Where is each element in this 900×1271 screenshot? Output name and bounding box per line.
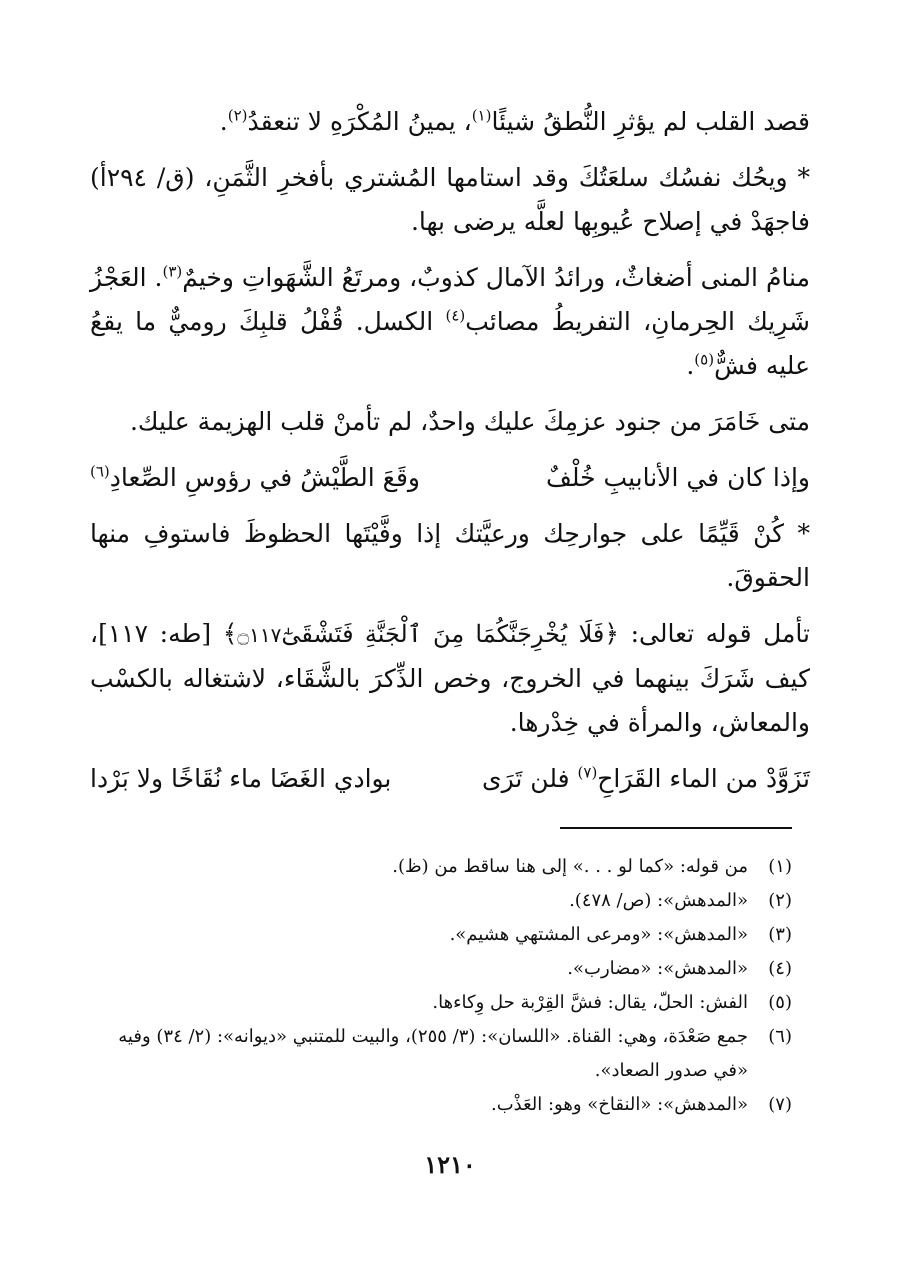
footnote-ref: (٧): [577, 763, 598, 782]
footnote-ref: (٢): [227, 106, 248, 125]
quran-citation: [طه: ١١٧]،: [90, 619, 223, 648]
paragraph-text: متى خَامَرَ من جنود عزمِكَ عليك واحدٌ، لم تأمنْ قلب الهزيمة عليك.: [129, 407, 810, 436]
text-paragraph: [90, 100, 810, 144]
footnote-ref: (٤): [445, 306, 466, 325]
paragraph-text: * ويحُك نفسُك سلعَتُكَ وقد استامها المُشتري بأفخرِ الثَّمَنِ، (ق/ ٢٩٤أ) فاجهَدْ في إصلاح عُيوبِها لعلَّه يرضى بها.: [90, 163, 810, 236]
text-paragraph: [90, 156, 810, 244]
footnote-item: [100, 884, 792, 918]
paragraph-text: تأمل قوله تعالى:: [619, 619, 810, 648]
quran-verse: فَلَا يُخْرِجَنَّكُمَا مِنَ ٱلْجَنَّةِ فَتَشْقَىٰٓ: [281, 620, 605, 648]
footnote-text: «المدهش»: (ص/ ٤٧٨).: [569, 890, 748, 911]
paragraph-text: .: [219, 107, 228, 136]
paragraph-text: * كُنْ قَيِّمًا على جوارحِك ورعيَّتك إذا وفَّيْتَها الحظوظَ فاستوفِ منها الحقوقَ.: [90, 519, 810, 592]
page-number: ١٢١٠: [424, 1150, 476, 1179]
quran-paragraph: [90, 612, 810, 745]
footnote-number: (٢): [768, 890, 792, 911]
paragraph-text: ، يمينُ المُكْرَهِ لا تنعقدُ: [247, 107, 472, 136]
verse-hemistich-text: وقَعَ الطَّيْشُ في رؤوسِ الصِّعادِ: [109, 463, 420, 492]
paragraph-text: الكسل. قُفْلُ قلبِكَ روميٌّ ما يقعُ عليه فشٌّ: [90, 307, 810, 380]
verse-hemistich-text: بوادي الغَضَا ماء نُقَاخًا ولا بَرْدا: [90, 764, 392, 793]
main-text: [90, 100, 810, 813]
paragraph-group: [90, 512, 810, 600]
quran-bracket-open: ﴿: [604, 619, 620, 648]
footnote-ref: (٥): [694, 350, 715, 369]
footnote-text: الفش: الحلّ، يقال: فشَّ القِرْبة حل وِكاءها.: [432, 992, 748, 1013]
ayah-number-marker: ۝١١٧: [237, 623, 282, 647]
footnote-number: (٦): [768, 1026, 792, 1047]
footnote-item: [100, 1088, 792, 1122]
paragraph-text: . العَجْزُ شَرِيك الحِرمانِ، التفريطُ مصائب: [90, 263, 810, 336]
footnotes-list: [100, 850, 792, 1122]
footnote-text: «المدهش»: «مضارب».: [567, 958, 748, 979]
verse-hemistich-second: [90, 456, 420, 500]
footnote-number: (١): [768, 856, 792, 877]
footnote-number: (٥): [768, 992, 792, 1013]
footnote-ref: (٦): [90, 462, 110, 481]
verse-hemistich-text: فلن تَرَى: [482, 764, 578, 793]
footnote-ref: (١): [471, 106, 492, 125]
paragraph-text: منامُ المنى أضغاثٌ، ورائدُ الآمال كذوبٌ، ومرتَعُ الشَّهَواتِ وخيمٌ: [182, 263, 810, 292]
footnote-separator: [560, 827, 792, 829]
paragraph-text: كيف شَرَكَ بينهما في الخروج، وخص الذِّكرَ بالشَّقَاء، لاشتغاله بالكسْب والمعاش، والمرأة في خِدْرها.: [90, 664, 810, 737]
verse-hemistich-text: تَزَوَّدْ من الماء القَرَاحِ: [597, 764, 810, 793]
footnote-text: «المدهش»: «النقاخ» وهو: العَذْب.: [490, 1094, 748, 1115]
footnote-text: من قوله: «كما لو . . .» إلى هنا ساقط من (ظ).: [392, 856, 748, 877]
footnote-ref: (٣): [162, 262, 183, 281]
text-paragraph: [90, 256, 810, 388]
paragraph-group: [90, 100, 810, 444]
text-paragraph: [90, 400, 810, 444]
poetry-verse: [90, 456, 810, 500]
footnote-number: (٤): [768, 958, 792, 979]
text-paragraph: [90, 512, 810, 600]
footnote-item: [100, 952, 792, 986]
paragraph-text: .: [686, 351, 695, 380]
footnote-number: (٣): [768, 924, 792, 945]
paragraph-text: قصد القلب لم يؤثرِ النُّطقُ شيئًا: [491, 107, 810, 136]
poetry-verse: [90, 757, 810, 801]
verse-hemistich-first: [546, 456, 810, 500]
verse-hemistich-text: وإذا كان في الأنابيبِ خُلْفٌ: [546, 463, 810, 492]
footnote-number: (٧): [768, 1094, 792, 1115]
footnote-item: [100, 986, 792, 1020]
verse-hemistich-first: [482, 757, 810, 801]
footnote-item: [100, 850, 792, 884]
footnote-text: «المدهش»: «ومرعى المشتهي هشيم».: [449, 924, 748, 945]
verse-hemistich-second: [90, 757, 391, 801]
footnote-item: [100, 918, 792, 952]
footnote-text: جمع صَعْدَة، وهي: القناة. «اللسان»: (٣/ ٢٥٥)، والبيت للمتنبي «ديوانه»: (٢/ ٣٤) وفيه «في صدور الصعاد».: [118, 1026, 748, 1081]
quran-bracket-close: ﴾: [222, 619, 238, 648]
footnote-item: [100, 1020, 792, 1088]
